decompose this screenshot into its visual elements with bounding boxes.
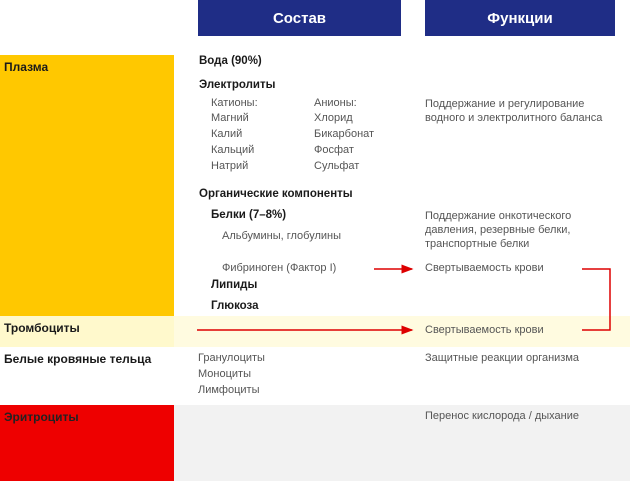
- anion-item: Фосфат: [314, 144, 354, 156]
- cation-item: Магний: [211, 112, 249, 124]
- anion-item: Хлорид: [314, 112, 353, 124]
- wbc-item: Лимфоциты: [198, 384, 260, 396]
- anions-header: Анионы:: [314, 97, 357, 109]
- electrolytes-function: Поддержание и регулирование водного и электролитного баланса: [425, 98, 603, 124]
- lipids-label: Липиды: [211, 279, 258, 291]
- wbc-item: Гранулоциты: [198, 352, 265, 364]
- cation-item: Калий: [211, 128, 243, 140]
- platelets-label: Тромбоциты: [4, 321, 80, 335]
- cation-item: Натрий: [211, 160, 249, 172]
- plasma-label: Плазма: [4, 60, 49, 74]
- proteins-function: Поддержание онкотического давления, резервные белки, транспортные белки: [425, 210, 572, 250]
- header-composition: Состав: [198, 0, 401, 36]
- fibrinogen-label: Фибриноген (Фактор I): [222, 262, 337, 274]
- wbc-item: Моноциты: [198, 368, 251, 380]
- rbc-function: Перенос кислорода / дыхание: [425, 410, 579, 422]
- cation-item: Кальций: [211, 144, 255, 156]
- red-cells-label: Эритроциты: [4, 410, 79, 424]
- albumins-label: Альбумины, глобулины: [222, 230, 342, 242]
- platelets-function: Свертываемость крови: [425, 324, 544, 336]
- organic-title: Органические компоненты: [199, 188, 353, 200]
- white-cells-label: Белые кровяные тельца: [4, 352, 152, 366]
- fibrinogen-function: Свертываемость крови: [425, 262, 544, 274]
- cations-header: Катионы:: [211, 97, 258, 109]
- anion-item: Бикарбонат: [314, 128, 375, 140]
- anion-item: Сульфат: [314, 160, 360, 172]
- proteins-label: Белки (7–8%): [211, 209, 287, 221]
- water-label: Вода (90%): [199, 55, 262, 67]
- header-functions: Функции: [425, 0, 615, 36]
- wbc-function: Защитные реакции организма: [425, 352, 580, 364]
- clotting-bracket: [582, 269, 610, 330]
- electrolytes-title: Электролиты: [199, 79, 276, 91]
- glucose-label: Глюкоза: [211, 300, 259, 312]
